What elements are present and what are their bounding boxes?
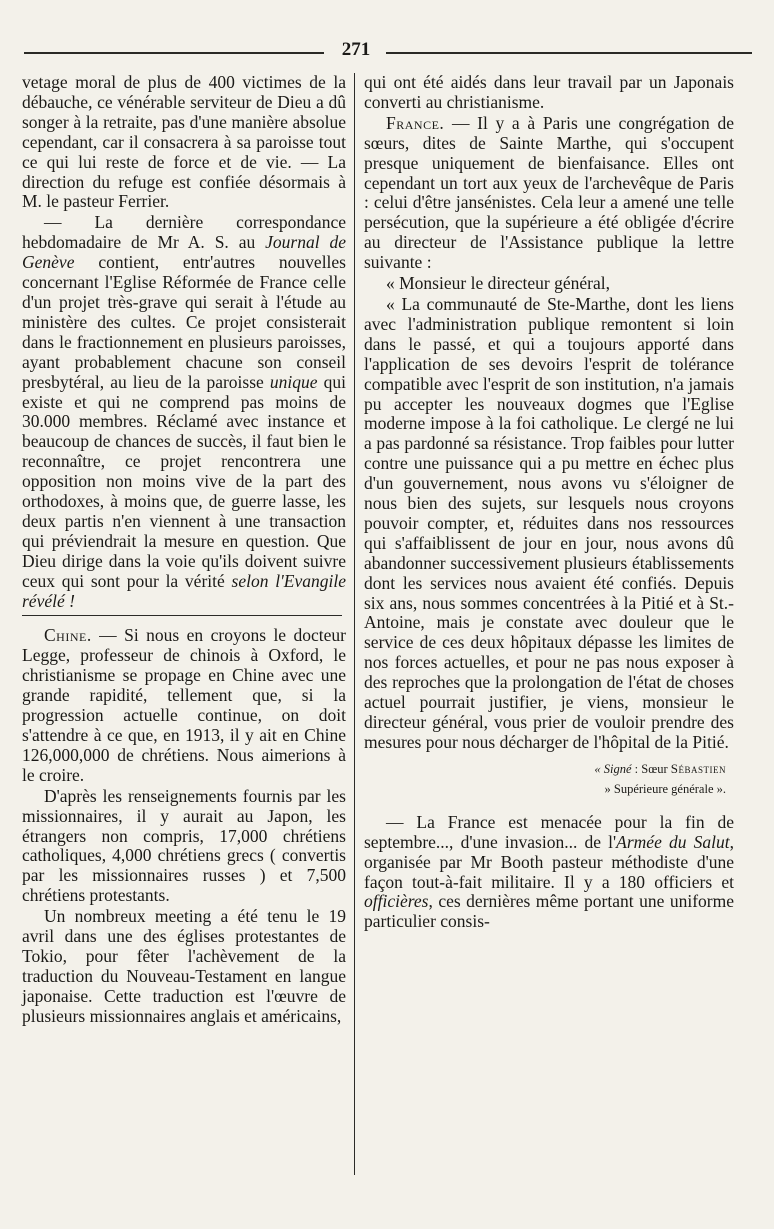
text-run: , organisée par Mr Booth pasteur méthodiste d'une façon tout-à-fait militaire. Il y a 180 officiers et	[364, 831, 735, 892]
paragraph-chine	[22, 626, 346, 785]
signatory-title: » Supérieure générale ».	[604, 781, 726, 796]
section-label-chine: Chine.	[44, 625, 92, 646]
text-run: qui existe et qui ne comprend pas moins de 30.000 membres. Réclamé avec instance et beaucoup de chances de succès, il faut bien le reconnaître, ce projet rencontrera une opposition non moins vive de la part des orthodoxes, à moins que, de guerre lasse, les deux partis n'en viennent à une transaction qui préviendrait la mesure en question. Que Dieu dirige dans la voie qu'ils doivent suivre ceux qui sont pour la vérité	[22, 371, 346, 591]
text-run: , ces dernières même portant une uniforme particulier consis-	[364, 891, 734, 932]
text-run: : Sœur	[631, 761, 671, 776]
text-run: — Il y a à Paris une congrégation de sœurs, dites de Sainte Marthe, qui s'occupent presque uniquement de bienfaisance. Elles ont cependant un tort aux yeux de l'archevêque de Paris : celui d'être jansénistes. Cela leur a amené une telle persécution, que la supérieure a été obligée d'écrire au directeur de l'Assistance publique la lettre suivante :	[364, 112, 734, 273]
paragraph-japonais: qui ont été aidés dans leur travail par un Japonais converti au christianisme.	[364, 72, 734, 112]
emphasis-officieres: officières	[364, 891, 429, 912]
page-number: 271	[341, 39, 371, 60]
signature-line	[364, 759, 726, 779]
paragraph-france	[364, 114, 734, 273]
signatory-name: Sébastien	[670, 760, 726, 776]
journal-title: Journal de Genève	[22, 232, 346, 273]
text-run: — Si nous en croyons le docteur Legge, professeur de chinois à Oxford, le christianisme se propage en Chine avec une grande rapidité, tellement que, si la progression actuelle continue, on doit s'attendre à ce que, en 1913, il y ait en Chine 126,000,000 de chrétiens. Nous aimerions à le croire.	[22, 625, 346, 785]
page-header	[24, 36, 750, 66]
armee-du-salut: Armée du Salut	[616, 831, 730, 852]
left-column	[22, 73, 346, 1028]
text-run: — La dernière correspondance hebdomadaire de Mr A. S. au	[22, 212, 346, 253]
column-divider	[354, 73, 355, 1175]
section-divider	[22, 615, 342, 616]
signe-label: « Signé	[594, 761, 632, 776]
text-run: contient, entr'autres nouvelles concernant l'Eglise Réformée de France celle d'un projet très-grave qui serait à l'étude au ministère des cultes. Ce projet consisterait dans le fractionnement en plusieurs paroisses, ayant probablement chacune son conseil presbytéral, au lieu de la paroisse	[22, 252, 346, 392]
letter-body: « La communauté de Ste-Marthe, dont les liens avec l'administration publique remontent si loin dans le passé, et qui a toujours apporté dans l'application de ses devoirs l'esprit de tolérance compatible avec l'esprit de son institution, n'a jamais pu accepter les nouveaux dogmes que l'Eglise moderne impose à la foi catholique. Le clergé ne lui a pas pardonné sa résistance. Trop faibles pour lutter contre une puissance qui a pu mettre en échec plus d'un gouvernement, nous avons vu s'éloigner de nous bien des sujets, sur lesquels nous croyons pouvoir compter, et, réduites dans nos ressources qui s'affaiblissent de jour en jour, nous avons dû abandonner successivement plusieurs établissements dont les services nous avaient été confiés. Depuis six ans, nous sommes concentrées à la Pitié et à St.-Antoine, mais je constate avec douleur que le service de ces deux hôpitaux dépasse les limites de nos forces actuelles, et pour ne pas nous exposer à des reproches que la prolongation de l'état de choses actuel pourrait justifier, je viens, monsieur le directeur général, vous prier de vouloir prendre des mesures pour nous décharger de l'hôpital de la Pitié.	[364, 293, 734, 752]
header-rule-left	[24, 52, 324, 54]
paragraph-correspondance	[22, 213, 346, 611]
letter-salutation: « Monsieur le directeur général,	[386, 273, 611, 294]
right-column	[364, 73, 734, 933]
section-label-france: France.	[386, 112, 445, 133]
paragraph-tokio: Un nombreux meeting a été tenu le 19 avril dans une des églises protestantes de Tokio, pour fêter l'achèvement de la traduction du Nouveau-Testament en langue japonaise. Cette traduction est l'œuvre de plusieurs missionnaires anglais et américains,	[22, 906, 346, 1026]
letter-signature	[364, 759, 726, 799]
paragraph-armee-du-salut	[364, 813, 734, 932]
paragraph-japon: D'après les renseignements fournis par les missionnaires, il y aurait au Japon, les étrangers non compris, 17,000 chrétiens catholiques, 4,000 chrétiens grecs ( convertis par les missionnaires russes ) et 7,500 chrétiens protestants.	[22, 785, 346, 906]
paragraph-refuge: vetage moral de plus de 400 victimes de la débauche, ce vénérable serviteur de Dieu a dû songer à la retraite, pas d'une manière absolue cependant, car il consacrera à sa paroisse tout ce qui lui reste de force et de vie. — La direction du refuge est confiée désormais à M. le pasteur Ferrier.	[22, 72, 346, 212]
emphasis-evangile: selon l'Evangile révélé !	[22, 570, 346, 611]
emphasis-unique: unique	[269, 371, 318, 392]
text-run: — La France est menacée pour la fin de septembre..., d'une invasion... de l'	[364, 811, 734, 852]
header-rule-right	[386, 52, 752, 54]
